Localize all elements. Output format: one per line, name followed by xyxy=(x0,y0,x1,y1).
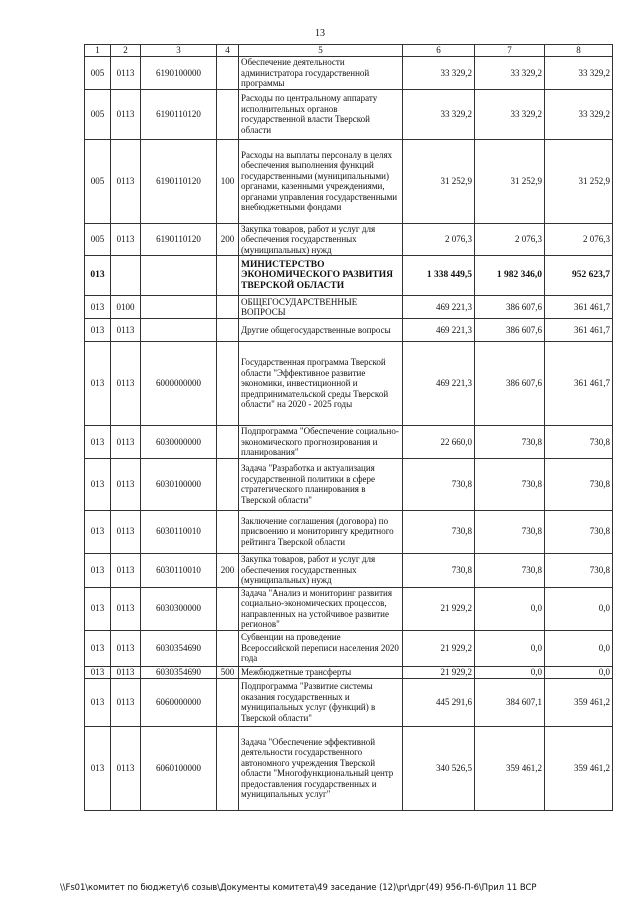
amount-2021-cell: 31 252,9 xyxy=(403,139,475,223)
section-code-cell xyxy=(111,256,141,296)
amount-2021-cell: 21 929,2 xyxy=(403,587,475,630)
amount-2022-cell: 730,8 xyxy=(475,553,545,587)
admin-code-cell: 013 xyxy=(85,342,111,426)
expense-type-cell xyxy=(217,510,239,553)
description-cell: Государственная программа Тверской области "Эффективное развитие экономики, инвестиционной и предпринимательской среды Тверской области" на 2020 - 2025 годы xyxy=(239,342,403,426)
target-article-cell: 6190110120 xyxy=(141,89,217,139)
column-header: 3 xyxy=(141,45,217,57)
description-cell: Задача "Разработка и актуализация государственной политики в сфере стратегического планирования в Тверской области" xyxy=(239,458,403,510)
column-header: 2 xyxy=(111,45,141,57)
target-article-cell xyxy=(141,256,217,296)
admin-code-cell: 013 xyxy=(85,510,111,553)
target-article-cell: 6030100000 xyxy=(141,458,217,510)
expense-type-cell xyxy=(217,587,239,630)
section-code-cell: 0113 xyxy=(111,553,141,587)
column-header: 1 xyxy=(85,45,111,57)
table-row xyxy=(85,510,613,553)
description-cell: Субвенции на проведение Всероссийской переписи населения 2020 года xyxy=(239,630,403,666)
amount-2021-cell: 2 076,3 xyxy=(403,223,475,256)
admin-code-cell: 005 xyxy=(85,89,111,139)
table-row xyxy=(85,89,613,139)
amount-2022-cell: 31 252,9 xyxy=(475,139,545,223)
table-row xyxy=(85,223,613,256)
table-row xyxy=(85,256,613,296)
section-code-cell: 0113 xyxy=(111,426,141,459)
page-number: 13 xyxy=(315,28,325,39)
expense-type-cell xyxy=(217,256,239,296)
expense-type-cell: 500 xyxy=(217,666,239,678)
amount-2022-cell: 730,8 xyxy=(475,426,545,459)
description-cell: Задача "Обеспечение эффективной деятельности государственного автономного учреждения Тверской области "Многофункциональный центр предоставления государственных и муниципальных услуг" xyxy=(239,726,403,810)
amount-2021-cell: 730,8 xyxy=(403,510,475,553)
admin-code-cell: 013 xyxy=(85,666,111,678)
amount-2023-cell: 361 461,7 xyxy=(545,296,613,319)
amount-2023-cell: 31 252,9 xyxy=(545,139,613,223)
amount-2021-cell: 730,8 xyxy=(403,458,475,510)
column-header: 4 xyxy=(217,45,239,57)
target-article-cell: 6190110120 xyxy=(141,139,217,223)
amount-2023-cell: 730,8 xyxy=(545,510,613,553)
section-code-cell: 0113 xyxy=(111,726,141,810)
amount-2023-cell: 730,8 xyxy=(545,458,613,510)
expense-type-cell xyxy=(217,319,239,342)
expense-type-cell xyxy=(217,678,239,726)
amount-2022-cell: 384 607,1 xyxy=(475,678,545,726)
description-cell: Подпрограмма "Обеспечение социально-экономического прогнозирования и планирования" xyxy=(239,426,403,459)
description-cell: Межбюджетные трансферты xyxy=(239,666,403,678)
admin-code-cell: 013 xyxy=(85,726,111,810)
amount-2023-cell: 0,0 xyxy=(545,630,613,666)
target-article-cell: 6000000000 xyxy=(141,342,217,426)
target-article-cell: 6030354690 xyxy=(141,666,217,678)
amount-2023-cell: 33 329,2 xyxy=(545,57,613,90)
budget-table xyxy=(84,44,613,811)
section-code-cell: 0113 xyxy=(111,57,141,90)
amount-2022-cell: 359 461,2 xyxy=(475,726,545,810)
expense-type-cell xyxy=(217,630,239,666)
amount-2021-cell: 445 291,6 xyxy=(403,678,475,726)
admin-code-cell: 013 xyxy=(85,630,111,666)
amount-2022-cell: 0,0 xyxy=(475,630,545,666)
target-article-cell: 6190100000 xyxy=(141,57,217,90)
description-cell: Закупка товаров, работ и услуг для обеспечения государственных (муниципальных) нужд xyxy=(239,553,403,587)
target-article-cell: 6030354690 xyxy=(141,630,217,666)
target-article-cell: 6030110010 xyxy=(141,553,217,587)
target-article-cell: 6190110120 xyxy=(141,223,217,256)
amount-2023-cell: 0,0 xyxy=(545,666,613,678)
section-code-cell: 0113 xyxy=(111,319,141,342)
expense-type-cell: 200 xyxy=(217,553,239,587)
section-code-cell: 0113 xyxy=(111,678,141,726)
target-article-cell: 6060100000 xyxy=(141,726,217,810)
amount-2022-cell: 33 329,2 xyxy=(475,57,545,90)
admin-code-cell: 013 xyxy=(85,426,111,459)
amount-2023-cell: 0,0 xyxy=(545,587,613,630)
table-row xyxy=(85,678,613,726)
column-header: 6 xyxy=(403,45,475,57)
admin-code-cell: 005 xyxy=(85,223,111,256)
expense-type-cell xyxy=(217,426,239,459)
amount-2021-cell: 33 329,2 xyxy=(403,57,475,90)
description-cell: МИНИСТЕРСТВО ЭКОНОМИЧЕСКОГО РАЗВИТИЯ ТВЕРСКОЙ ОБЛАСТИ xyxy=(239,256,403,296)
amount-2022-cell: 2 076,3 xyxy=(475,223,545,256)
table-row xyxy=(85,139,613,223)
amount-2023-cell: 33 329,2 xyxy=(545,89,613,139)
table-row xyxy=(85,553,613,587)
target-article-cell xyxy=(141,296,217,319)
amount-2021-cell: 33 329,2 xyxy=(403,89,475,139)
amount-2021-cell: 730,8 xyxy=(403,553,475,587)
admin-code-cell: 013 xyxy=(85,587,111,630)
expense-type-cell: 200 xyxy=(217,223,239,256)
description-cell: Заключение соглашения (договора) по присвоению и мониторингу кредитного рейтинга Тверской области xyxy=(239,510,403,553)
section-code-cell: 0113 xyxy=(111,139,141,223)
amount-2022-cell: 1 982 346,0 xyxy=(475,256,545,296)
section-code-cell: 0113 xyxy=(111,587,141,630)
expense-type-cell xyxy=(217,458,239,510)
description-cell: Подпрограмма "Развитие системы оказания государственных и муниципальных услуг (функций) в Тверской области" xyxy=(239,678,403,726)
section-code-cell: 0113 xyxy=(111,630,141,666)
table-row xyxy=(85,587,613,630)
amount-2023-cell: 359 461,2 xyxy=(545,678,613,726)
admin-code-cell: 005 xyxy=(85,139,111,223)
amount-2021-cell: 1 338 449,5 xyxy=(403,256,475,296)
amount-2023-cell: 361 461,7 xyxy=(545,342,613,426)
description-cell: Обеспечение деятельности администратора государственной программы xyxy=(239,57,403,90)
description-cell: Расходы на выплаты персоналу в целях обеспечения выполнения функций государственными (муниципальными) органами, казенными учреждениями, органами управления государственными внебюджетными фондами xyxy=(239,139,403,223)
amount-2021-cell: 340 526,5 xyxy=(403,726,475,810)
table-row xyxy=(85,319,613,342)
admin-code-cell: 013 xyxy=(85,319,111,342)
description-cell: ОБЩЕГОСУДАРСТВЕННЫЕ ВОПРОСЫ xyxy=(239,296,403,319)
description-cell: Задача "Анализ и мониторинг развития социально-экономических процессов, направленных на устойчивое развитие регионов" xyxy=(239,587,403,630)
table-row xyxy=(85,458,613,510)
amount-2021-cell: 469 221,3 xyxy=(403,319,475,342)
amount-2022-cell: 386 607,6 xyxy=(475,319,545,342)
amount-2023-cell: 730,8 xyxy=(545,426,613,459)
expense-type-cell xyxy=(217,296,239,319)
column-header: 8 xyxy=(545,45,613,57)
expense-type-cell xyxy=(217,57,239,90)
admin-code-cell: 013 xyxy=(85,553,111,587)
table-row xyxy=(85,296,613,319)
target-article-cell xyxy=(141,319,217,342)
admin-code-cell: 013 xyxy=(85,458,111,510)
target-article-cell: 6030110010 xyxy=(141,510,217,553)
table-header-row xyxy=(85,45,613,57)
column-header: 7 xyxy=(475,45,545,57)
amount-2022-cell: 33 329,2 xyxy=(475,89,545,139)
amount-2022-cell: 730,8 xyxy=(475,458,545,510)
amount-2022-cell: 730,8 xyxy=(475,510,545,553)
section-code-cell: 0113 xyxy=(111,89,141,139)
expense-type-cell xyxy=(217,726,239,810)
section-code-cell: 0113 xyxy=(111,510,141,553)
amount-2022-cell: 0,0 xyxy=(475,587,545,630)
admin-code-cell: 005 xyxy=(85,57,111,90)
amount-2023-cell: 2 076,3 xyxy=(545,223,613,256)
admin-code-cell: 013 xyxy=(85,678,111,726)
amount-2021-cell: 469 221,3 xyxy=(403,296,475,319)
amount-2023-cell: 359 461,2 xyxy=(545,726,613,810)
section-code-cell: 0113 xyxy=(111,458,141,510)
table-row xyxy=(85,726,613,810)
table-row xyxy=(85,57,613,90)
amount-2023-cell: 952 623,7 xyxy=(545,256,613,296)
section-code-cell: 0100 xyxy=(111,296,141,319)
admin-code-cell: 013 xyxy=(85,296,111,319)
amount-2022-cell: 386 607,6 xyxy=(475,296,545,319)
target-article-cell: 6030300000 xyxy=(141,587,217,630)
target-article-cell: 6060000000 xyxy=(141,678,217,726)
section-code-cell: 0113 xyxy=(111,223,141,256)
amount-2021-cell: 469 221,3 xyxy=(403,342,475,426)
section-code-cell: 0113 xyxy=(111,666,141,678)
amount-2023-cell: 730,8 xyxy=(545,553,613,587)
table-row xyxy=(85,666,613,678)
amount-2021-cell: 21 929,2 xyxy=(403,630,475,666)
file-path-footer: \\Fs01\комитет по бюджету\6 созыв\Документы комитета\49 заседание (12)\pr\дрг(49) 956-П-6\Прил 11 ВСР xyxy=(60,883,537,893)
expense-type-cell xyxy=(217,342,239,426)
description-cell: Другие общегосударственные вопросы xyxy=(239,319,403,342)
description-cell: Закупка товаров, работ и услуг для обеспечения государственных (муниципальных) нужд xyxy=(239,223,403,256)
admin-code-cell: 013 xyxy=(85,256,111,296)
amount-2023-cell: 361 461,7 xyxy=(545,319,613,342)
amount-2022-cell: 386 607,6 xyxy=(475,342,545,426)
table-row xyxy=(85,426,613,459)
target-article-cell: 6030000000 xyxy=(141,426,217,459)
expense-type-cell: 100 xyxy=(217,139,239,223)
description-cell: Расходы по центральному аппарату исполнительных органов государственной власти Тверской области xyxy=(239,89,403,139)
table-row xyxy=(85,342,613,426)
table-row xyxy=(85,630,613,666)
column-header: 5 xyxy=(239,45,403,57)
section-code-cell: 0113 xyxy=(111,342,141,426)
expense-type-cell xyxy=(217,89,239,139)
amount-2021-cell: 21 929,2 xyxy=(403,666,475,678)
amount-2021-cell: 22 660,0 xyxy=(403,426,475,459)
amount-2022-cell: 0,0 xyxy=(475,666,545,678)
